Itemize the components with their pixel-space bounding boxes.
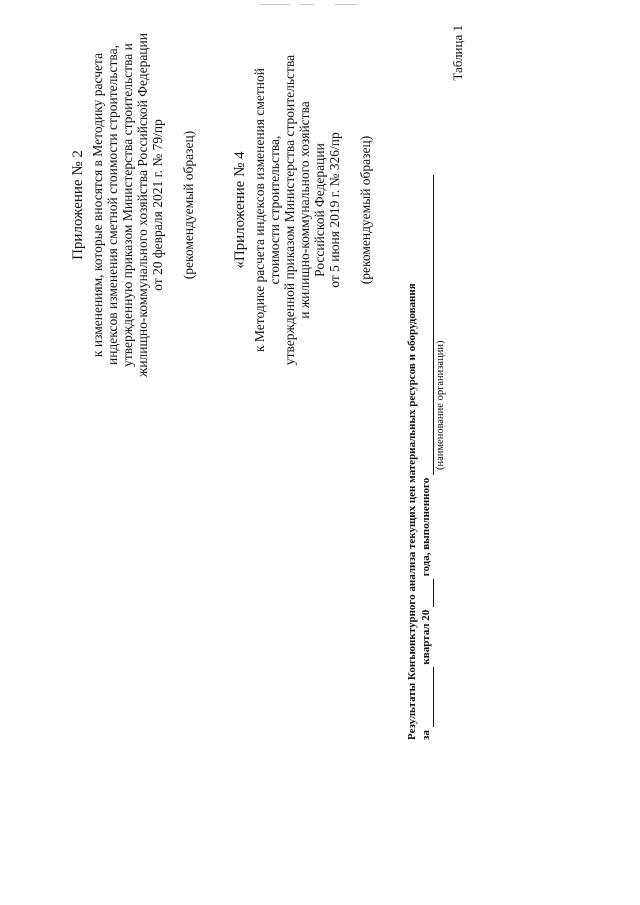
attachment-methodology-line: от 5 июня 2019 г. № 326/пр bbox=[327, 132, 343, 288]
results-quarter-label: квартал 20 bbox=[419, 609, 432, 665]
attachment-methodology-line: Российской Федерации bbox=[312, 143, 328, 277]
attachment-changes-block bbox=[70, 25, 196, 385]
results-year-label: года, выполненного bbox=[419, 477, 432, 577]
attachment-methodology-line: к Методике расчета индексов изменения сметной bbox=[251, 68, 267, 352]
attachment-changes-line: индексов изменения сметной стоимости строительства, bbox=[104, 45, 120, 366]
attachment-changes-line: утвержденную приказом Министерства строительства и bbox=[120, 43, 136, 367]
results-prefix: за bbox=[419, 730, 432, 740]
attachment-changes-line: от 20 февраля 2021 г. № 79/пр bbox=[150, 119, 166, 291]
attachment-changes-note: (рекомендуемый образец) bbox=[181, 130, 197, 280]
attachment-changes-line: жилищно-коммунального хозяйства Российской Федерации bbox=[135, 33, 151, 377]
attachment-methodology-line: стоимости строительства, bbox=[266, 135, 282, 285]
quarter-blank bbox=[422, 667, 434, 727]
attachment-changes-line: к изменениям, которые вносятся в Методику расчета bbox=[89, 52, 105, 358]
results-period-row bbox=[420, 40, 434, 740]
attachment-methodology-title: «Приложение № 4 bbox=[232, 151, 248, 269]
results-title: Результаты Конъюнктурного анализа текущих цен материальных ресурсов и оборудования bbox=[406, 283, 418, 740]
attachment-methodology-note: (рекомендуемый образец) bbox=[358, 135, 374, 285]
attachment-methodology-line: и жилищно-коммунального хозяйства bbox=[297, 101, 313, 319]
organization-caption: (наименование организации) bbox=[434, 340, 446, 470]
attachment-methodology-line: утвержденной приказом Министерства строительства bbox=[282, 54, 298, 366]
organization-blank bbox=[422, 175, 434, 475]
results-heading bbox=[406, 40, 447, 740]
attachment-methodology-block bbox=[232, 30, 374, 390]
table-label: Таблица 1 bbox=[450, 25, 465, 81]
attachment-changes-title: Приложение № 2 bbox=[70, 150, 86, 260]
year-blank bbox=[422, 579, 434, 607]
